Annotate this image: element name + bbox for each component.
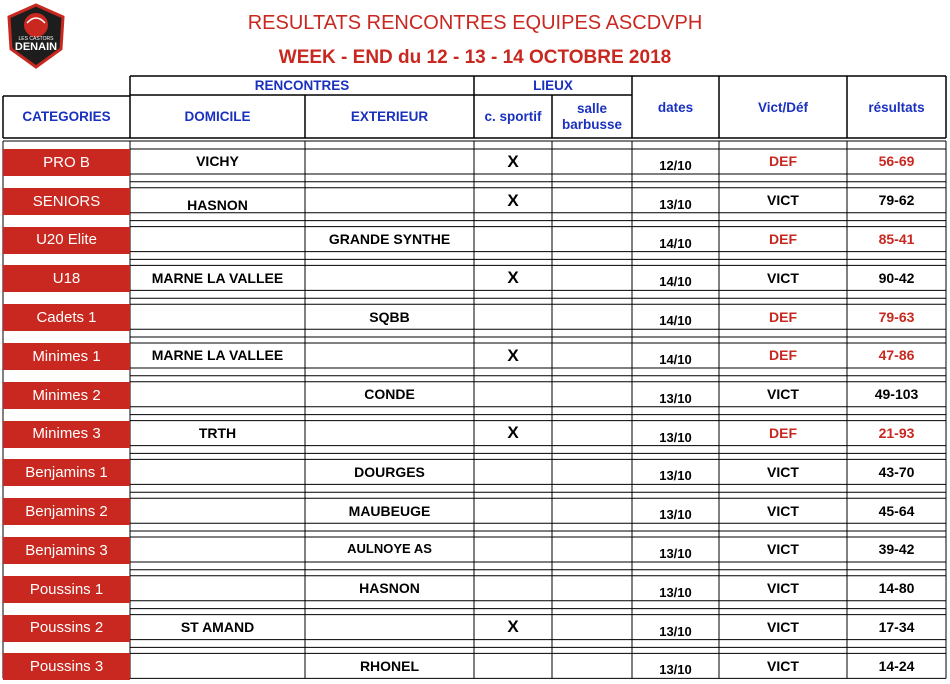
header-salle-line2: barbusse [561,117,623,132]
exterieur-cell: AULNOYE AS [347,541,432,557]
domicile-cell [130,653,305,678]
domicile-cell [130,304,305,329]
score-cell: 14-24 [878,657,915,674]
salle-cell [552,576,632,601]
header-rencontres: RENCONTRES [254,78,350,94]
c-sportif-cell: X [507,268,519,288]
header-vict-def: Vict/Déf [757,99,809,115]
c-sportif-cell: X [507,423,519,443]
exterieur-cell: MAUBEUGE [348,502,431,519]
result-cell: DEF [769,153,797,170]
domicile-cell: MARNE LA VALLEE [151,269,284,286]
category-cell: Poussins 1 [3,576,130,603]
score-cell: 21-93 [878,425,915,442]
domicile-cell: HASNON [187,197,248,214]
c-sportif-cell [474,459,552,484]
c-sportif-cell: X [507,190,519,210]
result-cell: VICT [767,192,799,209]
salle-cell [552,343,632,368]
exterieur-cell: SQBB [369,308,410,325]
c-sportif-cell [474,537,552,562]
page-subtitle: WEEK - END du 12 - 13 - 14 OCTOBRE 2018 [278,47,672,68]
c-sportif-cell: X [507,617,519,637]
result-cell: VICT [767,657,799,674]
header-domicile: DOMICILE [184,109,251,125]
header-lieux: LIEUX [533,78,573,94]
category-cell: Minimes 2 [3,382,130,409]
date-cell: 14/10 [659,235,692,251]
date-cell: 14/10 [659,352,692,368]
domicile-cell [130,576,305,601]
logo-text: DENAIN [14,41,58,53]
date-cell: 13/10 [659,507,692,523]
category-cell: SENIORS [3,188,130,215]
c-sportif-cell [474,304,552,329]
c-sportif-cell [474,382,552,407]
category-cell: Benjamins 1 [3,459,130,486]
score-cell: 79-62 [878,192,915,209]
domicile-cell: MARNE LA VALLEE [151,347,284,364]
header-salle [552,96,632,138]
date-cell: 14/10 [659,274,692,290]
c-sportif-cell [474,227,552,252]
c-sportif-cell [474,498,552,523]
header-salle-line1: salle [576,101,608,117]
salle-cell [552,382,632,407]
result-cell: DEF [769,308,797,325]
date-cell: 13/10 [659,546,692,562]
date-cell: 13/10 [659,429,692,445]
score-cell: 85-41 [878,231,915,248]
header-dates: dates [657,99,694,115]
domicile-cell: TRTH [198,425,237,442]
date-cell: 13/10 [659,662,692,678]
date-cell: 13/10 [659,584,692,600]
salle-cell [552,188,632,213]
score-cell: 56-69 [878,153,915,170]
exterieur-cell [305,421,474,446]
result-cell: DEF [769,425,797,442]
exterieur-cell: CONDE [364,386,415,403]
c-sportif-cell [474,653,552,678]
exterieur-cell: HASNON [359,580,420,597]
category-cell: Minimes 3 [3,421,130,448]
date-cell: 13/10 [659,468,692,484]
category-cell: Poussins 3 [3,653,130,680]
salle-cell [552,304,632,329]
result-cell: VICT [767,580,799,597]
domicile-cell [130,459,305,484]
score-cell: 39-42 [878,541,915,558]
date-cell: 13/10 [659,623,692,639]
result-cell: VICT [767,619,799,636]
category-cell: Benjamins 3 [3,537,130,564]
header-categories: CATEGORIES [22,109,111,125]
result-cell: VICT [767,269,799,286]
category-cell: Cadets 1 [3,304,130,331]
score-cell: 90-42 [878,269,915,286]
category-cell: U20 Elite [3,227,130,254]
salle-cell [552,498,632,523]
category-cell: Minimes 1 [3,343,130,370]
page-title: RESULTATS RENCONTRES EQUIPES ASCDVPH [247,12,703,34]
logo-small-text: LES CASTORS [18,36,54,42]
exterieur-cell [305,149,474,174]
domicile-cell [130,498,305,523]
score-cell: 47-86 [878,347,915,364]
salle-cell [552,537,632,562]
score-cell: 14-80 [878,580,915,597]
category-cell: U18 [3,265,130,292]
salle-cell [552,615,632,640]
c-sportif-cell [474,576,552,601]
header-c-sportif: c. sportif [484,109,542,125]
score-cell: 17-34 [878,619,915,636]
domicile-cell [130,537,305,562]
salle-cell [552,653,632,678]
score-cell: 49-103 [874,386,919,403]
salle-cell [552,149,632,174]
header-resultats: résultats [868,99,925,115]
exterieur-cell [305,188,474,213]
salle-cell [552,421,632,446]
score-cell: 45-64 [878,502,915,519]
c-sportif-cell: X [507,151,519,171]
result-cell: DEF [769,231,797,248]
exterieur-cell [305,343,474,368]
result-cell: VICT [767,541,799,558]
score-cell: 79-63 [878,308,915,325]
result-cell: DEF [769,347,797,364]
category-cell: PRO B [3,149,130,176]
c-sportif-cell: X [507,345,519,365]
salle-cell [552,265,632,290]
exterieur-cell: GRANDE SYNTHE [328,231,451,248]
date-cell: 14/10 [659,313,692,329]
domicile-cell: VICHY [196,153,239,170]
exterieur-cell [305,265,474,290]
exterieur-cell: DOURGES [354,463,425,480]
category-cell: Benjamins 2 [3,498,130,525]
salle-cell [552,227,632,252]
category-cell: Poussins 2 [3,615,130,642]
result-cell: VICT [767,386,799,403]
exterieur-cell [305,615,474,640]
salle-cell [552,459,632,484]
score-cell: 43-70 [878,463,915,480]
domicile-cell: ST AMAND [180,619,255,636]
result-cell: VICT [767,463,799,480]
domicile-cell [130,227,305,252]
date-cell: 13/10 [659,196,692,212]
domicile-cell [130,382,305,407]
date-cell: 13/10 [659,390,692,406]
date-cell: 12/10 [659,158,692,174]
result-cell: VICT [767,502,799,519]
exterieur-cell: RHONEL [359,657,420,674]
header-exterieur: EXTERIEUR [350,109,429,125]
